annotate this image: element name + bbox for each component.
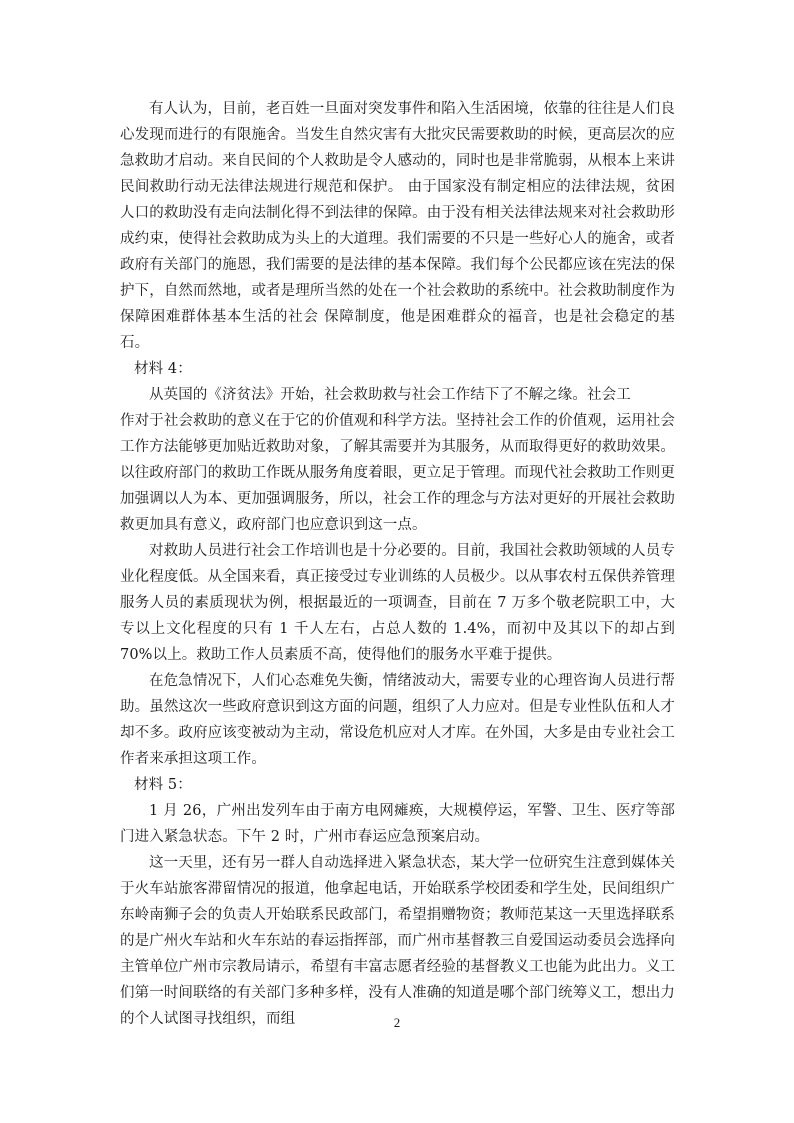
paragraph-7: 这一天里，还有另一群人自动选择进入紧急状态，某大学一位研究生注意到媒体关于火车站旅客滞留情况的报道，他拿起电话，开始联系学校团委和学生处，民间组织广东岭南狮子会的负责人开始联系民政部门，希望捐赠物资；教师范某这一天里选择联系的是广州火车站和火车东站的春运指挥部，而广州市基督教三自爱国运动委员会选择向主管单位广州市宗教局请示，希望有丰富志愿者经验的基督教义工也能为此出力。义工们第一时间联络的有关部门多种多样，没有人准确的知道是哪个部门统筹义工，想出力的个人试图寻找组织，而组 (120, 855, 675, 1027)
material-5-label: 材料 5： (134, 777, 192, 793)
page-number: 2 (393, 1015, 401, 1030)
paragraph-3: 作对于社会救助的意义在于它的价值观和科学方法。坚持社会工作的价值观，运用社会工作方法能够更加贴近救助对象，了解其需要并为其服务，从而取得更好的救助效果。以往政府部门的救助工作既从服务角度着眼，更立足于管理。而现代社会救助工作则更加强调以人为本、更加强调服务，所以，社会工作的理念与方法对更好的开展社会救助救更加具有意义，政府部门也应意识到这一点。 (120, 413, 675, 533)
paragraph-5: 在危急情况下，人们心态难免失衡，情绪波动大，需要专业的心理咨询人员进行帮助。虽然这次一些政府意识到这方面的问题，组织了人力应对。但是专业性队伍和人才却不多。政府应该变被动为主动，常设危机应对人才库。在外国，大多是由专业社会工作者来承担这项工作。 (120, 673, 675, 767)
document-body (120, 96, 675, 1032)
material-4-label: 材料 4： (134, 361, 192, 377)
paragraph-1: 有人认为，目前，老百姓一旦面对突发事件和陷入生活困境，依靠的往往是人们良心发现而进行的有限施舍。当发生自然灾害有大批灾民需要救助的时候，更高层次的应急救助才启动。来自民间的个人救助是令人感动的，同时也是非常脆弱，从根本上来讲民间救助行动无法律法规进行规范和保护。 由于国家没有制定相应的法律法规，贫困人口的救助没有走向法制化得不到法律的保障。由于没有相关法律法规来对社会救助形成约束，使得社会救助成为头上的大道理。我们需要的不只是一些好心人的施舍，或者政府有关部门的施恩，我们需要的是法律的基本保障。我们每个公民都应该在宪法的保护下，自然而然地，或者是理所当然的处在一个社会救助的系统中。社会救助制度作为保障困难群体基本生活的社会 保障制度，他是困难群众的福音，也是社会稳定的基石。 (120, 101, 675, 351)
paragraph-4: 对救助人员进行社会工作培训也是十分必要的。目前，我国社会救助领域的人员专业化程度低。从全国来看，真正接受过专业训练的人员极少。以从事农村五保供养管理服务人员的素质现状为例，根据最近的一项调查，目前在 7 万多个敬老院职工中，大专以上文化程度的只有 1 千人左右，占总人数的 1.4%，而初中及其以下的却占到 70%以上。救助工作人员素质不高，使得他们的服务水平难于提供。 (120, 543, 675, 663)
paragraph-2: 从英国的《济贫法》开始，社会救助救与社会工作结下了不解之缘。社会工 (149, 387, 631, 403)
paragraph-6: 1 月 26，广州出发列车由于南方电网瘫痪，大规模停运，军警、卫生、医疗等部门进入紧急状态。下午 2 时，广州市春运应急预案启动。 (120, 803, 675, 845)
